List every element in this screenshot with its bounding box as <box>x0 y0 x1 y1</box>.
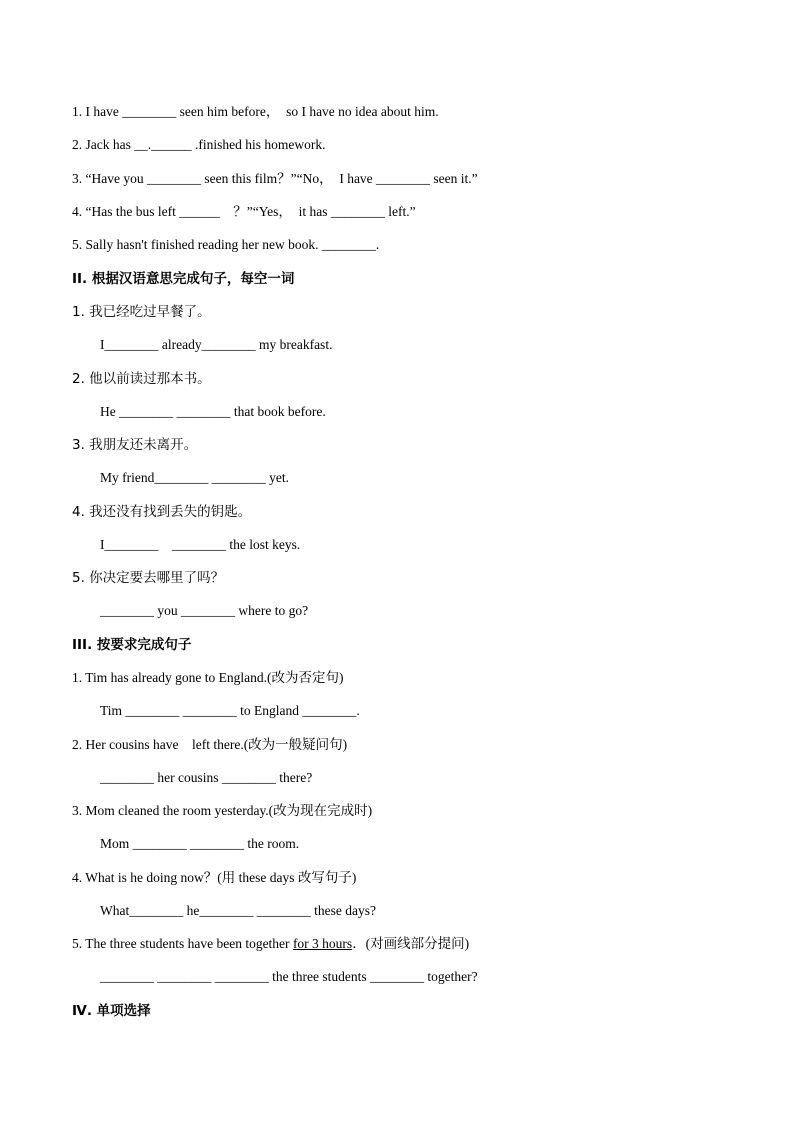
p3-answer-2: ________ her cousins ________ there? <box>100 770 313 785</box>
p2-prompt-5: 5. 你决定要去哪里了吗？ <box>72 570 225 586</box>
p2-prompt-4: 4. 我还没有找到丢失的钥匙。 <box>72 504 252 520</box>
p2-prompt-1: 1. 我已经吃过早餐了。 <box>72 304 211 320</box>
p3-answer-3: Mom ________ ________ the room. <box>100 836 300 851</box>
p3-answer-5: ________ ________ ________ the three students ________ together? <box>100 969 478 984</box>
p3-answer-4: What________ he________ ________ these days? <box>100 903 376 918</box>
section-3-heading: III. 按要求完成句子 <box>72 637 192 653</box>
p3-question-5 <box>72 935 469 953</box>
p3-question-4: 4. What is he doing now？(用 these days 改写句子) <box>72 870 357 885</box>
section-4-heading: Ⅳ. 单项选择 <box>72 1003 151 1019</box>
p3-question-5-underlined: for 3 hours <box>292 936 353 951</box>
p2-answer-5: ________ you ________ where to go? <box>100 603 309 618</box>
section-2-heading: II. 根据汉语意思完成句子，每空一词 <box>72 271 295 287</box>
p2-answer-4: I________ ________ the lost keys. <box>100 537 301 552</box>
p3-answer-1: Tim ________ ________ to England ________. <box>100 703 360 718</box>
p1-question-4: 4. “Has the bus left ______ ？”“Yes， it has ________ left.” <box>72 204 416 219</box>
p2-answer-2: He ________ ________ that book before. <box>100 404 326 419</box>
p3-question-1: 1. Tim has already gone to England.(改为否定句) <box>72 670 344 685</box>
p1-question-1: 1. I have ________ seen him before， so I have no idea about him. <box>72 104 439 119</box>
p1-question-5: 5. Sally hasn't finished reading her new book. ________. <box>72 237 380 252</box>
p2-prompt-3: 3. 我朋友还未离开。 <box>72 437 198 453</box>
p2-prompt-2: 2. 他以前读过那本书。 <box>72 371 211 387</box>
p2-answer-3: My friend________ ________ yet. <box>100 470 289 485</box>
p2-answer-1: I________ already________ my breakfast. <box>100 337 333 352</box>
p1-question-3: 3. “Have you ________ seen this film？”“No， I have ________ seen it.” <box>72 171 478 186</box>
p3-question-2: 2. Her cousins have left there.(改为一般疑问句) <box>72 737 348 752</box>
p3-question-3: 3. Mom cleaned the room yesterday.(改为现在完成时) <box>72 803 373 818</box>
p3-question-5-instruction: ．(对画线部分提问) <box>352 936 470 951</box>
p3-question-5-text: 5. The three students have been together <box>72 936 293 951</box>
p1-question-2: 2. Jack has __.______ .finished his homework. <box>72 137 326 152</box>
